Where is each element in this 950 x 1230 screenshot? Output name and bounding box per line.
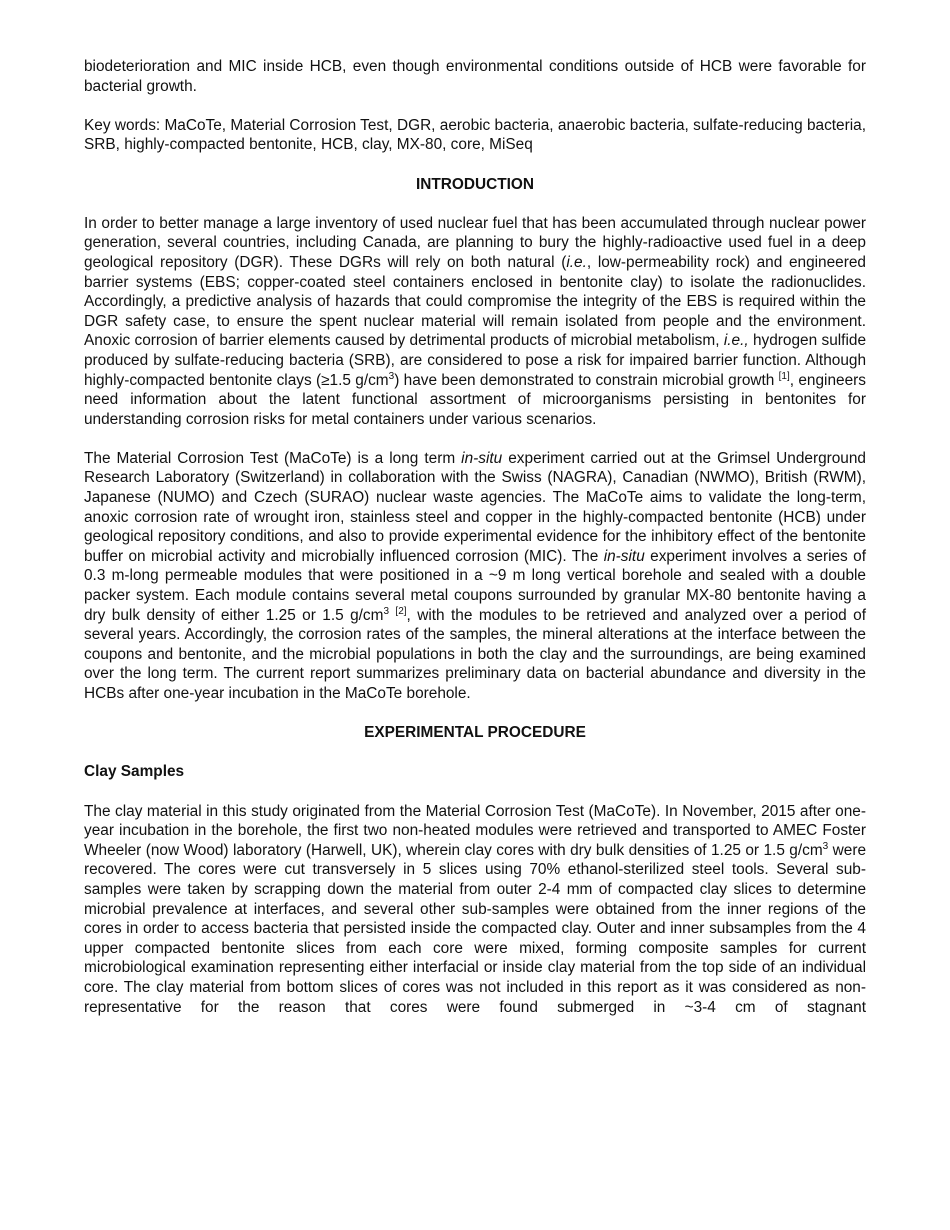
citation-1: [1] [778,370,790,382]
introduction-heading: INTRODUCTION [416,175,534,193]
introduction-paragraph-2: The Material Corrosion Test (MaCoTe) is a long term in-situ experiment carried out at the Grimsel Underground Research Laboratory (Switzerland) in collaboration with the Swiss (NAGRA), Canadian (NWMO), British (RWM), Japanese (NUMO) and Czech (SURAO) nuclear waste agencies. The MaCoTe aims to validate the long-term, anoxic corrosion rate of wrought iron, stainless steel and copper in the highly-compacted bentonite (HCB) under geological repository conditions, and also to provide experimental evidence for the inhibitory effect of the bentonite buffer on microbial activity and microbially influenced corrosion (MIC). The in-situ experiment involves a series of 0.3 m-long permeable modules that were positioned in a ~9 m long vertical borehole and sealed with a double packer system. Each module contains several metal coupons surrounded by granular MX-80 bentonite having a dry bulk density of either 1.25 or 1.5 $g/cm^3$ [2], with the modules to be retrieved and analyzed over a period of several years. Accordingly, the corrosion rates of the samples, the mineral alterations at the interface between the coupons and bentonite, and the microbial populations in both the clay and the surroundings, are being examined over the long term. The current report summarizes preliminary data on bacterial abundance and diversity in the HCBs after one-year incubation in the MaCoTe borehole. [84,449,866,702]
introduction-paragraph-1: In order to better manage a large inventory of used nuclear fuel that has been accumulated through nuclear power generation, several countries, including Canada, are planning to bury the highly-radioactive used fuel in a deep geological repository (DGR). These DGRs will rely on both natural (i.e., low-permeability rock) and engineered barrier systems (EBS; copper-coated steel containers enclosed in bentonite clay) to isolate the radionuclides. Accordingly, a predictive analysis of hazards that could compromise the integrity of the EBS is required within the DGR safety case, to ensure the spent nuclear material will remain isolated from people and the environment. Anoxic corrosion of barrier elements caused by detrimental products of microbial metabolism, i.e., hydrogen sulfide produced by sulfate-reducing bacteria (SRB), are considered to pose a risk for impaired barrier function. Although highly-compacted bentonite clays (≥1.5 $g/cm^3$) have been demonstrated to constrain microbial growth [1], engineers need information about the latent functional assortment of microorganisms persisting in bentonites for understanding corrosion risks for metal containers under various scenarios. [84,214,866,428]
abstract-tail: biodeterioration and MIC inside HCB, even though environmental conditions outside of HCB were favorable for bacterial growth. [84,58,866,95]
citation-2: [2] [395,605,407,617]
keywords: Key words: MaCoTe, Material Corrosion Test, DGR, aerobic bacteria, anaerobic bacteria, sulfate-reducing bacteria, SRB, highly-compacted bentonite, HCB, clay, MX-80, core, MiSeq [84,116,866,154]
clay-samples-paragraph: The clay material in this study originated from the Material Corrosion Test (MaCoTe). In November, 2015 after one-year incubation in the borehole, the first two non-heated modules were retrieved and transported to AMEC Foster Wheeler (now Wood) laboratory (Harwell, UK), wherein clay cores with dry bulk densities of 1.25 or 1.5 $g/cm^3$ were recovered. The cores were cut transversely in 5 slices using 70% ethanol-sterilized steel tools. Several sub-samples were taken by scrapping down the material from outer 2-4 mm of compacted clay slices to determine microbial prevalence at interfaces, and several other sub-samples were obtained from the inner regions of the cores in order to access bacteria that persisted inside the compacted clay. Outer and inner subsamples from the 4 upper compacted bentonite slices from each core were mixed, forming composite samples for current microbiological examination representing either interfacial or inside clay material from the top side of an individual core. The clay material from bottom slices of cores was not included in this report as it was considered as non-representative for the reason that cores were found submerged in ~3-4 cm of stagnant [84,802,866,1016]
document-page [84,57,866,1017]
clay-samples-subheading: Clay Samples [84,763,185,781]
experimental-procedure-heading: EXPERIMENTAL PROCEDURE [364,724,586,742]
